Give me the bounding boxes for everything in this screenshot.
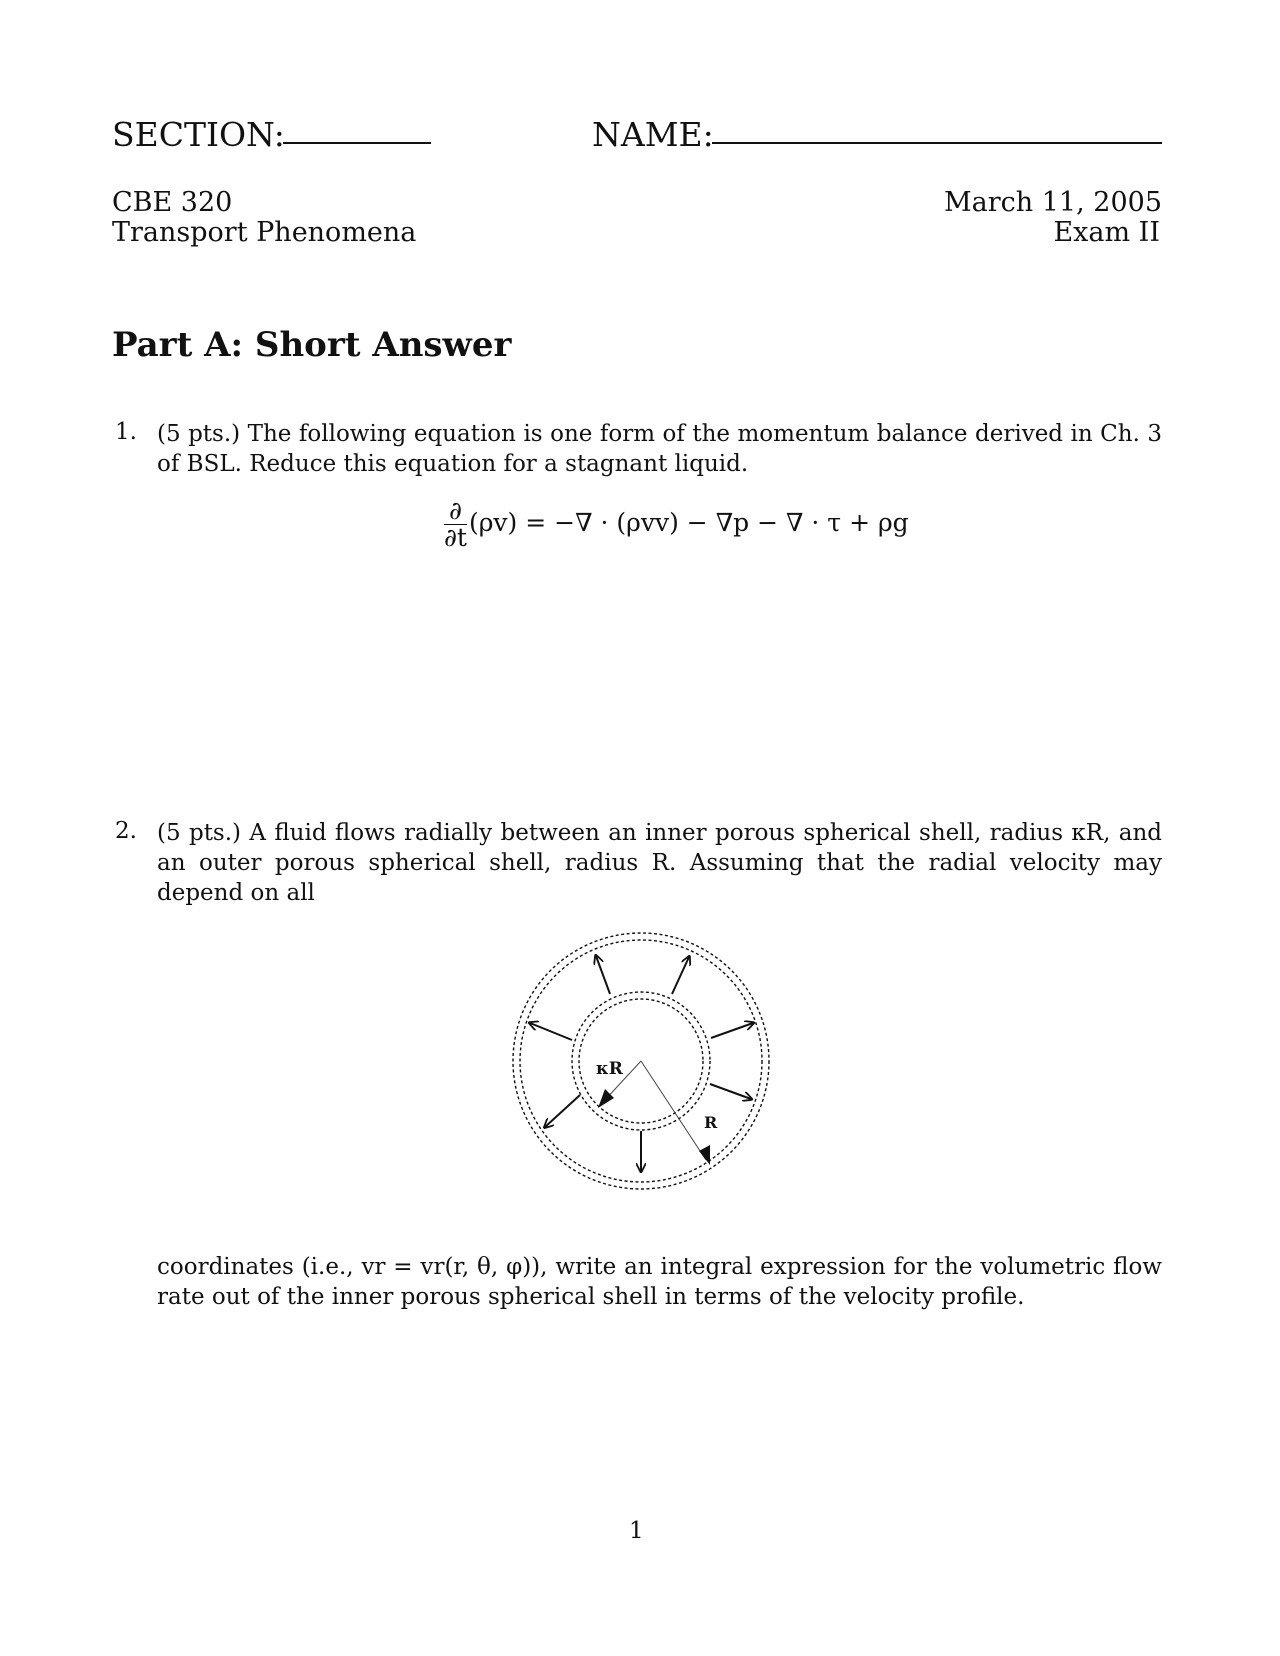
flow-arrow-2 bbox=[672, 957, 689, 994]
name-blank-line[interactable] bbox=[712, 142, 1162, 144]
spherical-shell-diagram bbox=[508, 928, 774, 1194]
section-blank-line[interactable] bbox=[283, 142, 431, 144]
question-2-text-after: coordinates (i.e., vr = vr(r, θ, φ)), write an integral expression for the volumetric flow rate out of the inner porous spherical shell in terms of the velocity profile. bbox=[157, 1254, 1162, 1310]
outer-radius-label: R bbox=[704, 1113, 718, 1132]
fraction-denominator: ∂t bbox=[444, 523, 467, 552]
flow-arrow-6 bbox=[710, 1084, 751, 1099]
name-label: NAME: bbox=[592, 115, 714, 154]
inner-radius-label: κR bbox=[596, 1059, 623, 1079]
flow-arrow-1 bbox=[596, 956, 610, 994]
flow-arrow-3 bbox=[530, 1023, 572, 1040]
question-1-equation bbox=[444, 498, 909, 551]
equation-lhs: (ρv) bbox=[468, 508, 518, 537]
equation-rhs: = −∇ · (ρvv) − ∇p − ∇ · τ + ρg bbox=[525, 508, 909, 537]
radial-flow-arrows bbox=[530, 956, 753, 1171]
exam-title: Exam II bbox=[1053, 217, 1160, 248]
course-code: CBE 320 bbox=[112, 187, 233, 218]
question-1-text: (5 pts.) The following equation is one form of the momentum balance derived in Ch. 3 of BSL. Reduce this equation for a stagnant liquid. bbox=[157, 421, 1162, 477]
page-number: 1 bbox=[629, 1518, 644, 1544]
section-label: SECTION: bbox=[112, 115, 285, 154]
exam-date: March 11, 2005 bbox=[944, 187, 1162, 218]
course-name: Transport Phenomena bbox=[112, 217, 417, 248]
question-2-text-before: (5 pts.) A fluid flows radially between an inner porous spherical shell, radius κR, and an outer porous spherical shell, radius R. Assuming that the radial velocity may depend on all bbox=[157, 820, 1162, 906]
partial-derivative-fraction bbox=[444, 498, 467, 551]
part-title: Part A: Short Answer bbox=[112, 325, 512, 365]
flow-arrow-5 bbox=[545, 1095, 580, 1127]
outer-radius-line bbox=[641, 1061, 706, 1160]
question-1-number: 1. bbox=[115, 419, 137, 445]
inner-radius-arrowhead bbox=[598, 1089, 614, 1108]
fraction-numerator: ∂ bbox=[444, 498, 467, 525]
flow-arrow-4 bbox=[711, 1023, 753, 1038]
outer-radius-arrowhead bbox=[699, 1145, 710, 1165]
question-2-number: 2. bbox=[115, 818, 137, 844]
